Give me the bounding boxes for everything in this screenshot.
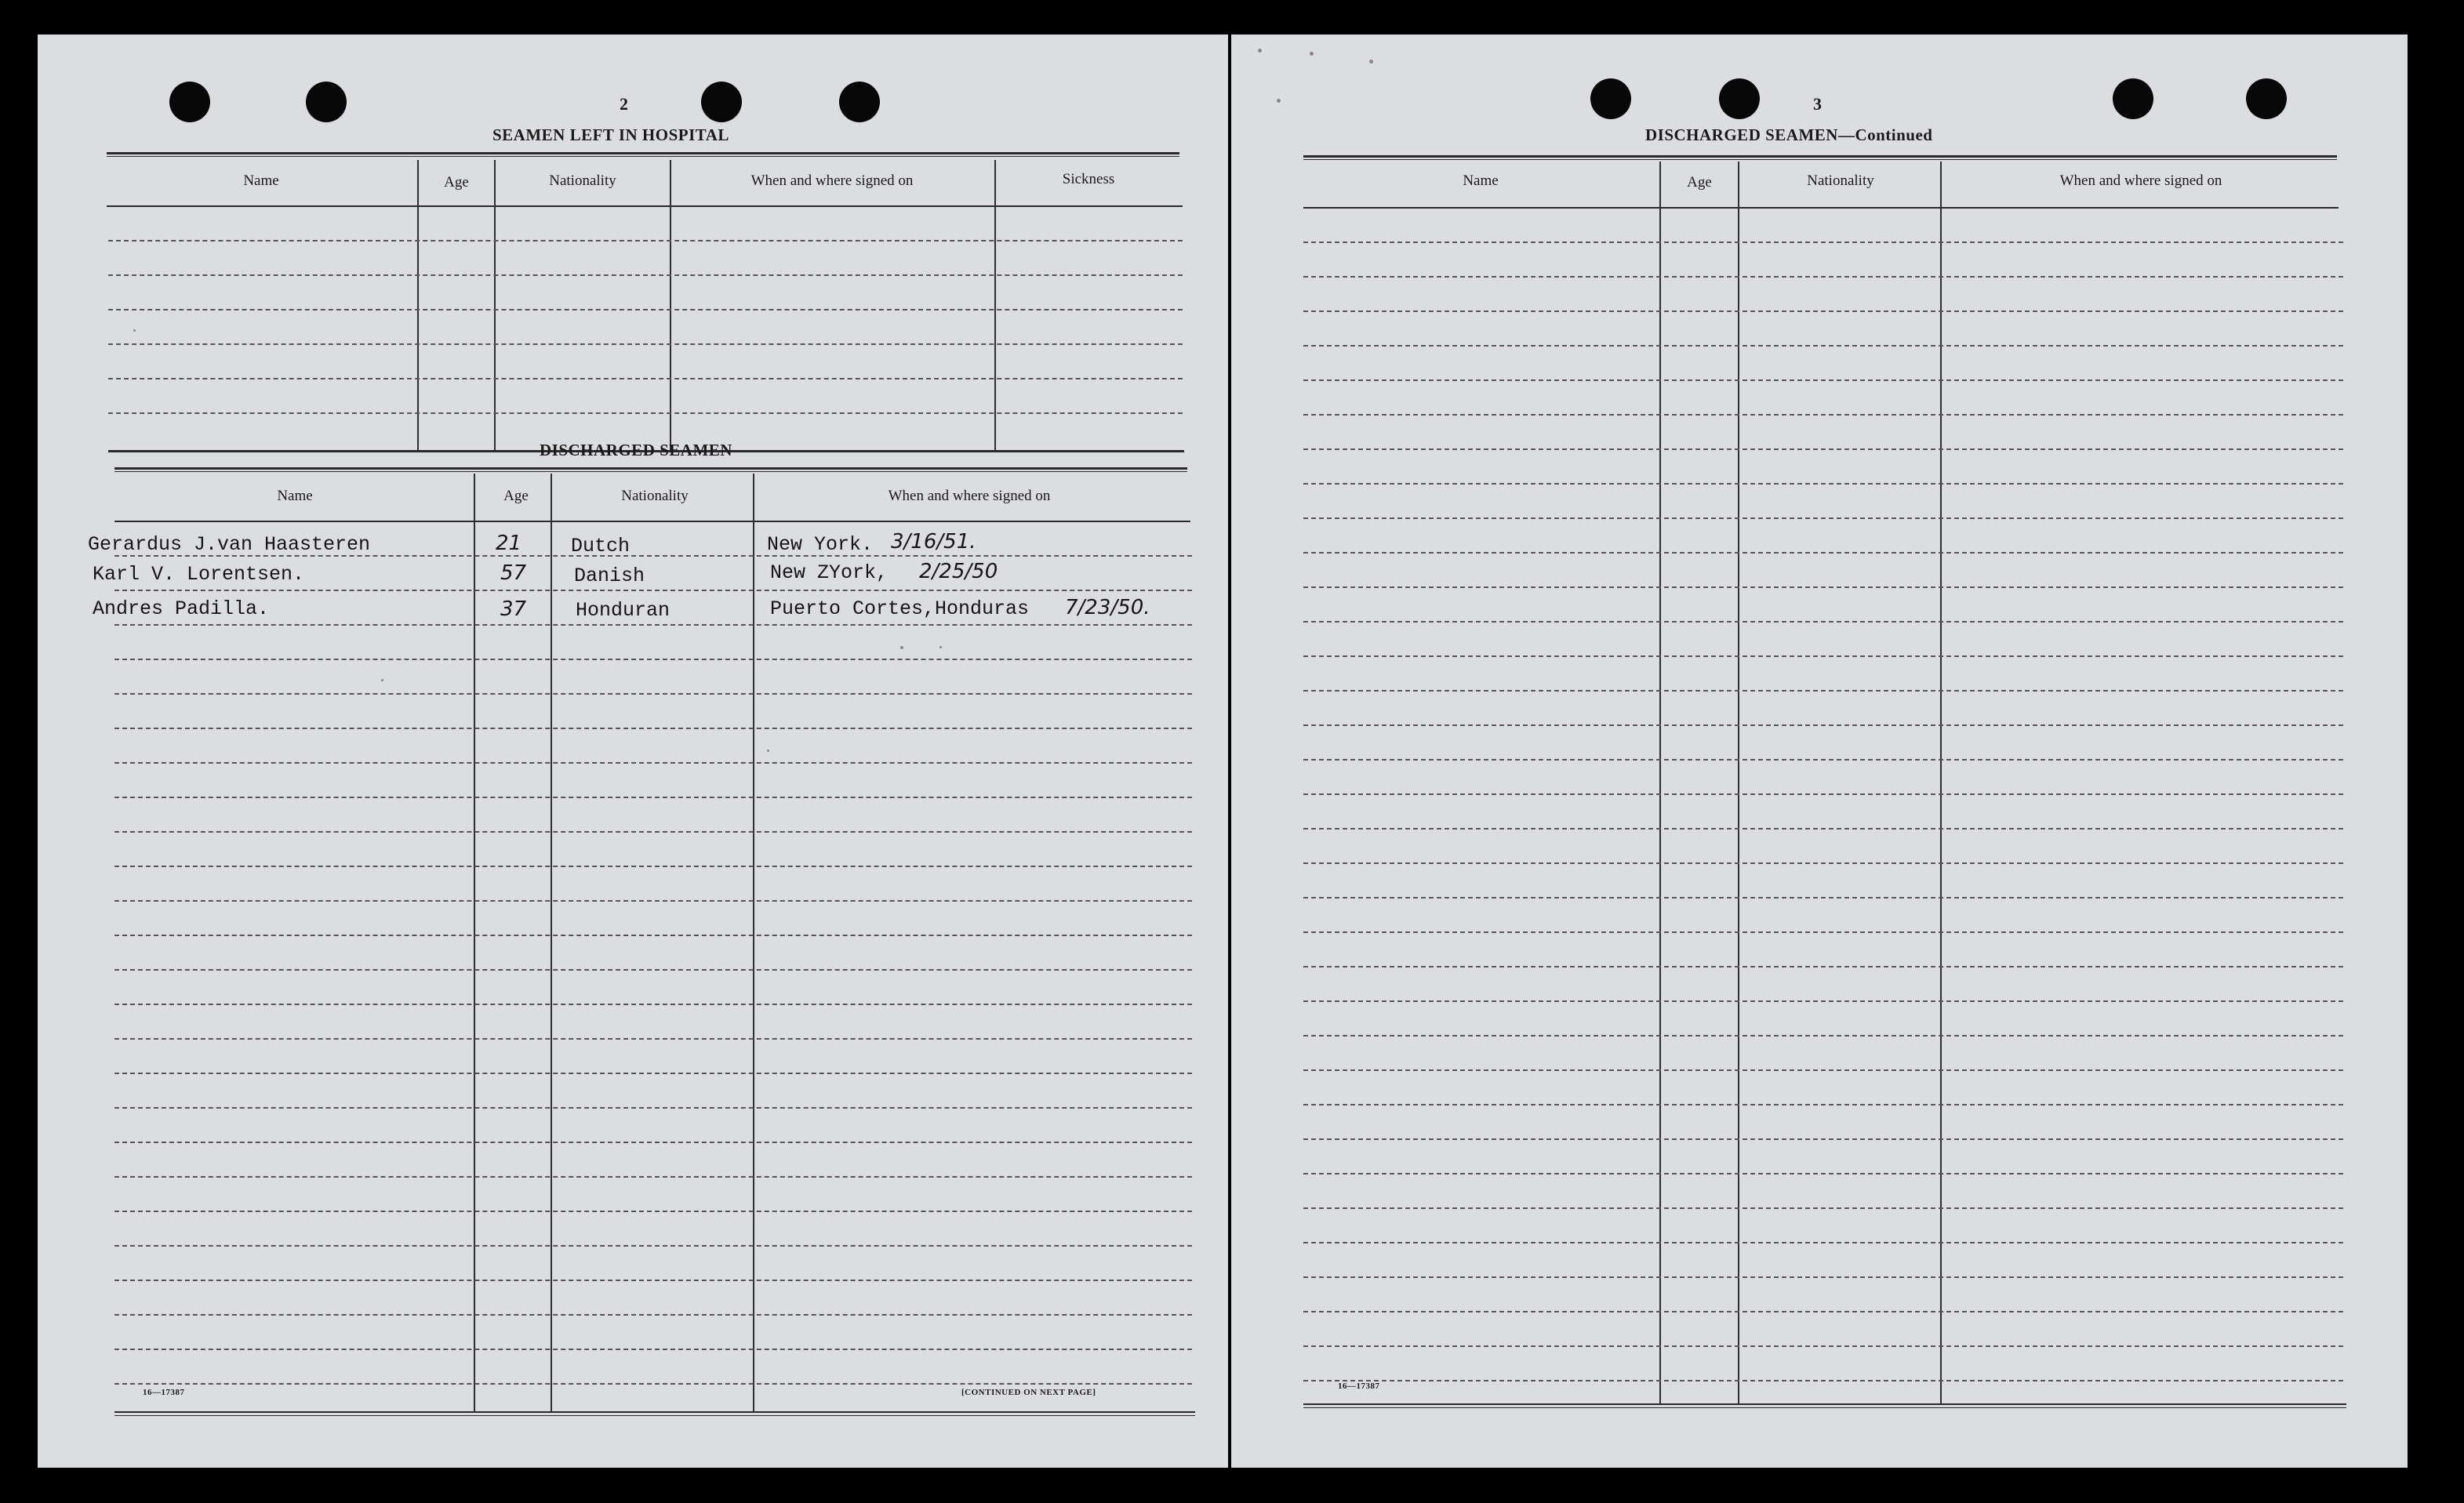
seaman-nationality: Honduran	[576, 599, 671, 622]
punch-hole	[306, 82, 347, 122]
seaman-nationality: Danish	[574, 565, 645, 587]
seaman-age: 57	[500, 561, 527, 585]
seaman-age: 21	[496, 532, 522, 555]
seaman-name: Karl V. Lorentsen.	[93, 563, 305, 586]
column-header-signed-on: When and where signed on	[888, 488, 1051, 504]
column-header-sickness: Sickness	[1062, 171, 1115, 187]
punch-hole	[169, 82, 210, 122]
column-header-nationality: Nationality	[1807, 172, 1874, 189]
hospital-section-title: SEAMEN LEFT IN HOSPITAL	[492, 125, 729, 144]
page-title: DISCHARGED SEAMEN—Continued	[1645, 125, 1933, 144]
form-number: 16—17387	[1338, 1381, 1380, 1391]
seaman-name: Gerardus J.van Haasteren	[88, 533, 371, 556]
column-header-age: Age	[503, 488, 529, 504]
signed-on-place: New York.	[767, 533, 874, 556]
punch-hole	[1719, 78, 1760, 119]
punch-hole	[2246, 78, 2287, 119]
signed-on-place: New ZYork,	[770, 561, 889, 584]
signed-on-date: 7/23/50.	[1065, 596, 1150, 619]
discharged-section-title: DISCHARGED SEAMEN	[540, 441, 732, 459]
form-number: 16—17387	[143, 1388, 185, 1397]
column-header-signed-on: When and where signed on	[2059, 172, 2222, 189]
signed-on-place: Puerto Cortes,Honduras	[770, 597, 1030, 620]
column-header-name: Name	[1463, 172, 1499, 189]
seaman-nationality: Dutch	[571, 535, 631, 557]
punch-hole	[2113, 78, 2153, 119]
left-page	[38, 34, 1228, 1468]
signed-on-date: 3/16/51.	[891, 530, 976, 554]
punch-hole	[839, 82, 880, 122]
column-header-signed-on: When and where signed on	[750, 172, 914, 189]
column-header-nationality: Nationality	[549, 172, 616, 189]
page-number: 2	[620, 94, 628, 114]
continued-note: [CONTINUED ON NEXT PAGE]	[961, 1388, 1096, 1397]
column-header-age: Age	[1687, 174, 1712, 191]
seaman-age: 37	[500, 597, 527, 621]
column-header-age: Age	[444, 174, 469, 191]
page-number: 3	[1813, 94, 1822, 114]
right-page	[1231, 34, 2408, 1468]
column-header-name: Name	[243, 172, 279, 189]
seaman-name: Andres Padilla.	[93, 597, 270, 620]
punch-hole	[701, 82, 742, 122]
column-header-nationality: Nationality	[621, 488, 689, 504]
punch-hole	[1590, 78, 1631, 119]
column-header-name: Name	[277, 488, 313, 504]
signed-on-date: 2/25/50	[919, 560, 998, 583]
